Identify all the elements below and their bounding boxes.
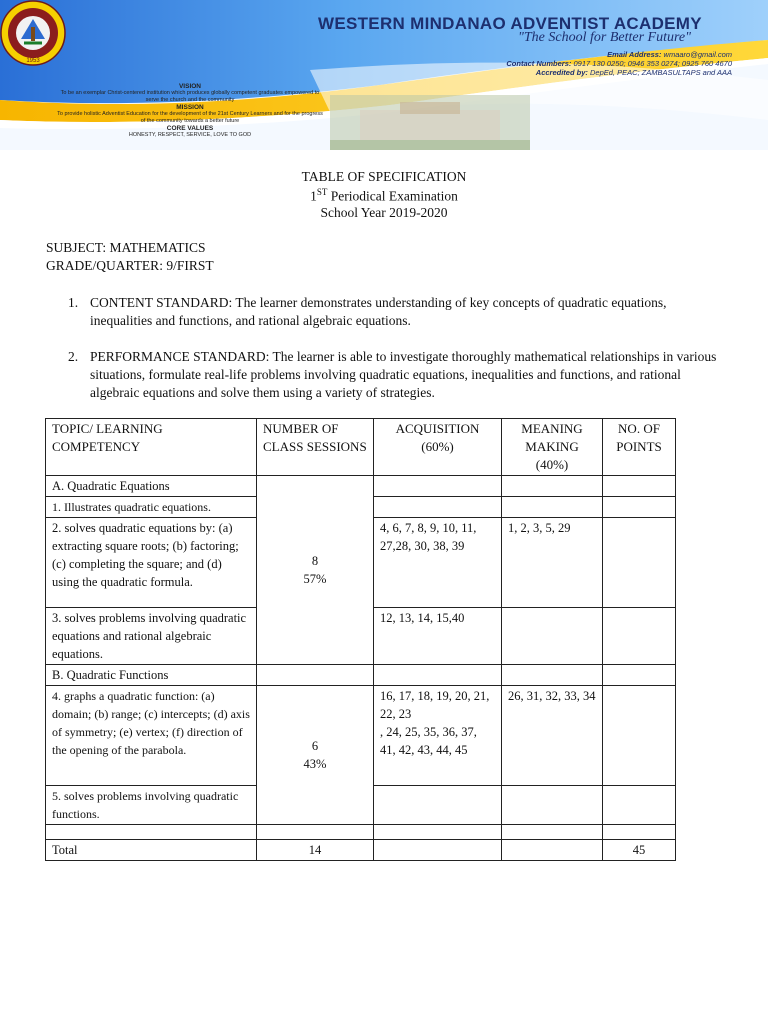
meaning-making-items: 1, 2, 3, 5, 29	[502, 518, 603, 608]
email-label: Email Address:	[607, 50, 662, 59]
competency-cell: 3. solves problems involving quadratic equations and rational algebraic equations.	[46, 608, 257, 665]
accredited-label: Accredited by:	[535, 68, 588, 77]
vision-heading: VISION	[178, 83, 202, 90]
table-row	[46, 825, 676, 840]
section-label: A. Quadratic Equations	[46, 476, 257, 497]
exam-name	[0, 187, 768, 205]
acquisition-items: 4, 6, 7, 8, 9, 10, 11, 27,28, 30, 38, 39	[374, 518, 502, 608]
standard-number: 2.	[68, 349, 79, 364]
school-seal-icon	[0, 0, 66, 66]
competency-cell: 5. solves problems involving quadratic functions.	[46, 786, 257, 825]
total-sessions: 14	[257, 840, 374, 861]
standard-number: 1.	[68, 295, 79, 310]
school-name: WESTERN MINDANAO ADVENTIST ACADEMY	[318, 14, 702, 33]
specification-table	[45, 418, 676, 861]
core-values-heading: CORE VALUES	[166, 125, 214, 132]
acquisition-items-line: , 24, 25, 35, 36, 37, 41, 42, 43, 44, 45	[380, 725, 477, 757]
total-row	[46, 840, 676, 861]
header-sessions: NUMBER OF CLASS SESSIONS	[257, 419, 374, 476]
sessions-cell	[257, 686, 374, 825]
sessions-percent: 57%	[303, 572, 327, 586]
competency-cell: 4. graphs a quadratic function: (a) domain; (b) range; (c) intercepts; (d) axis of symmetry; (e) vertex; (f) direction of the opening of the parabola.	[46, 686, 257, 786]
header-meaning-making: MEANING MAKING (40%)	[502, 419, 603, 476]
acquisition-items: 12, 13, 14, 15,40	[374, 608, 502, 665]
total-label: Total	[46, 840, 257, 861]
table-row	[46, 686, 676, 786]
header-topic: TOPIC/ LEARNING COMPETENCY	[46, 419, 257, 476]
school-year: School Year 2019-2020	[320, 205, 448, 220]
contact-numbers: 0917 130 0250; 0946 353 0274; 0925 760 4670	[573, 59, 732, 68]
sessions-percent: 43%	[303, 757, 327, 771]
school-tagline: "The School for Better Future"	[518, 30, 691, 45]
standard-text: PERFORMANCE STANDARD: The learner is able to investigate thoroughly mathematical relationships in various situations, formulate real-life problems involving quadratic equations, inequalities and functions, and rational algebraic equations and solve them using a variety of strategies.	[90, 349, 717, 400]
email-address: wmaaro@gmail.com	[663, 50, 732, 59]
exam-label: Periodical Examination	[327, 188, 458, 204]
exam-ordinal: ST	[316, 187, 328, 197]
performance-standard	[68, 348, 718, 404]
contact-label: Contact Numbers:	[506, 59, 572, 68]
mission-text: To provide holistic Adventist Education for the development of the 21st Century Learners and for the progress of the community towards a better future	[57, 111, 323, 124]
letterhead-banner	[0, 0, 768, 165]
exam-number: 1	[310, 188, 317, 204]
table-row	[46, 665, 676, 686]
document-title: TABLE OF SPECIFICATION	[301, 169, 467, 184]
meaning-making-items: 26, 31, 32, 33, 34	[502, 686, 603, 786]
content-standard	[68, 294, 718, 334]
contact-info	[470, 50, 732, 77]
grade-quarter-line: GRADE/QUARTER: 9/FIRST	[46, 258, 214, 273]
sessions-count: 8	[311, 554, 319, 568]
subject-line: SUBJECT: MATHEMATICS	[46, 240, 206, 255]
competency-cell: 1. Illustrates quadratic equations.	[46, 497, 257, 518]
standard-text: CONTENT STANDARD: The learner demonstrates understanding of key concepts of quadratic equations, inequalities and functions, and rational algebraic equations.	[90, 295, 667, 328]
vision-mission-block	[55, 82, 325, 139]
total-points: 45	[603, 840, 676, 861]
vision-text: To be an exemplar Christ-centered institution which produces globally competent graduates empowered to serve the church and the community	[60, 90, 320, 103]
accreditation: DepEd, PEAC; ZAMBASULTAPS and AAA	[589, 68, 732, 77]
header-acquisition: ACQUISITION (60%)	[374, 419, 502, 476]
svg-text:1953: 1953	[26, 58, 40, 64]
acquisition-items-line: 16, 17, 18, 19, 20, 21, 22, 23	[380, 689, 490, 721]
section-label: B. Quadratic Functions	[46, 665, 257, 686]
header-points: NO. OF POINTS	[603, 419, 676, 476]
table-row	[46, 476, 676, 497]
table-header-row	[46, 419, 676, 476]
acquisition-items	[374, 686, 502, 786]
sessions-count: 6	[311, 739, 319, 753]
core-values-text: HONESTY, RESPECT, SERVICE, LOVE TO GOD	[128, 132, 252, 138]
competency-cell: 2. solves quadratic equations by: (a) extracting square roots; (b) factoring; (c) completing the square; and (d) using the quadratic formula.	[46, 518, 257, 608]
sessions-cell	[257, 476, 374, 665]
mission-heading: MISSION	[176, 104, 204, 111]
